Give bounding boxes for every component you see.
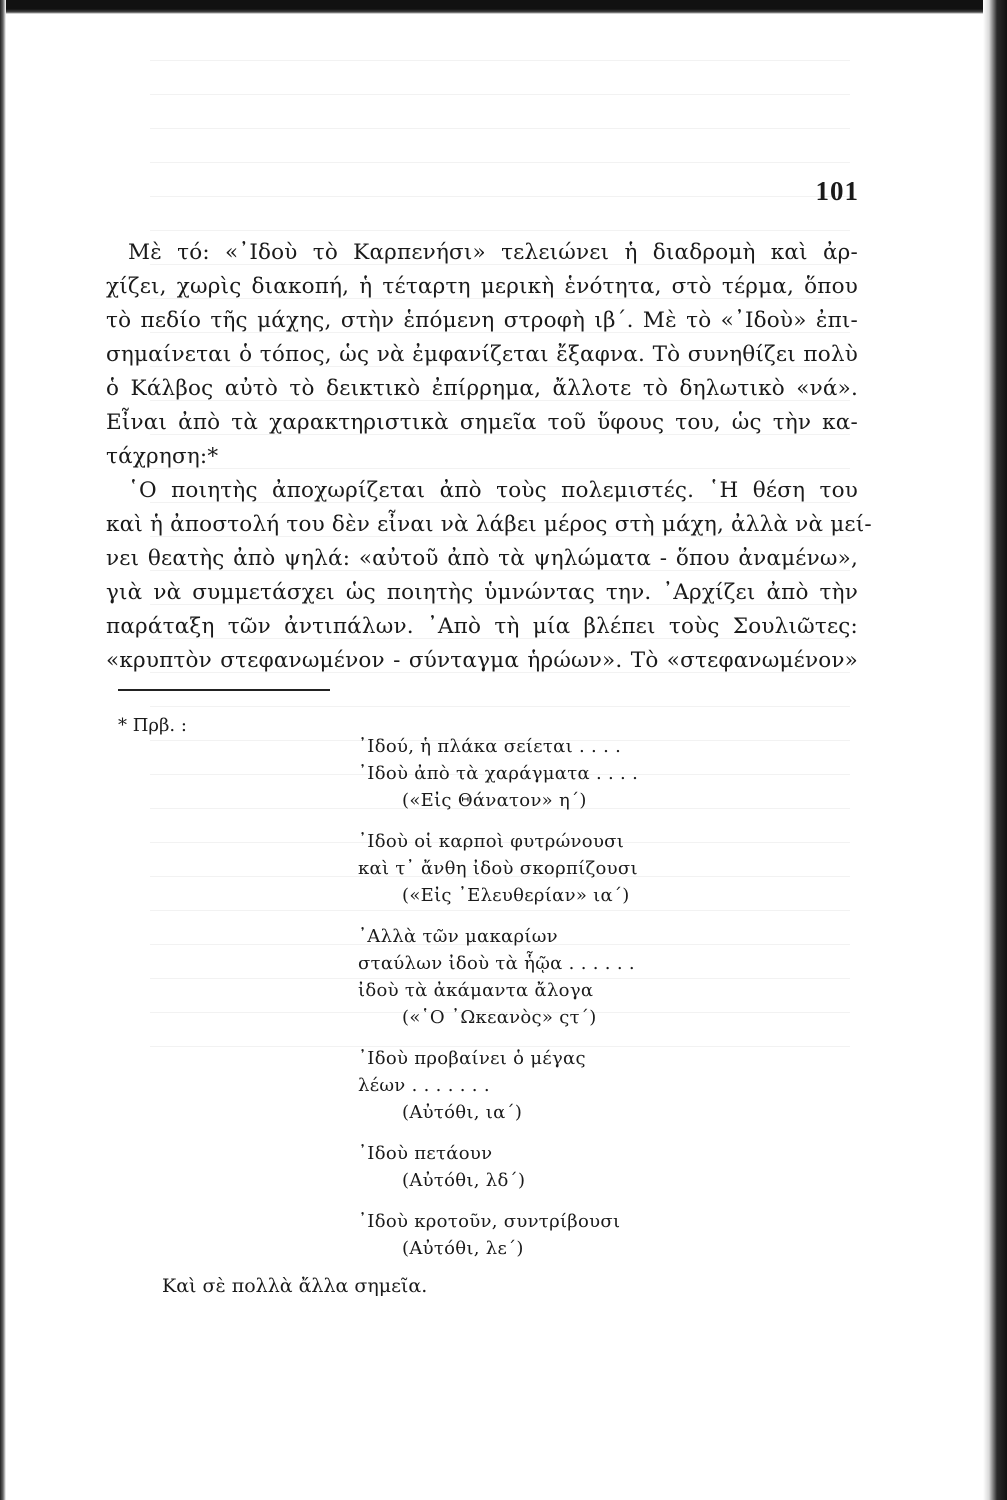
quote-line: σταύλων ἰδοὺ τὰ ἧῷα . . . . . . bbox=[358, 953, 635, 974]
quote-block bbox=[358, 923, 638, 1031]
main-text bbox=[106, 236, 872, 678]
quote-source: (Αὐτόθι, λε΄) bbox=[402, 1238, 524, 1259]
quote-source: (Αὐτόθι, ια΄) bbox=[402, 1102, 523, 1123]
footnote-quotes bbox=[358, 733, 638, 1276]
scan-left-edge bbox=[0, 0, 6, 1500]
paragraph-1 bbox=[106, 236, 858, 474]
text-line: Εἶναι ἀπὸ τὰ χαρακτηριστικὰ σημεῖα τοῦ ὕφους του, ὡς τὴν κα- bbox=[106, 410, 858, 435]
quote-source: («Εἰς Θάνατον» η΄) bbox=[402, 790, 587, 811]
quote-block bbox=[358, 1140, 638, 1194]
quote-line: ᾿Αλλὰ τῶν μακαρίων bbox=[358, 926, 558, 947]
text-line: Μὲ τό: «᾿Ιδοὺ τὸ Καρπενήσι» τελειώνει ἡ διαδρομὴ καὶ ἀρ- bbox=[128, 240, 858, 265]
text-line: γιὰ νὰ συμμετάσχει ὡς ποιητὴς ὑμνώντας την. ᾿Αρχίζει ἀπὸ τὴν bbox=[106, 580, 858, 605]
text-line: σημαίνεται ὁ τόπος, ὡς νὰ ἐμφανίζεται ἔξαφνα. Τὸ συνηθίζει πολὺ bbox=[106, 342, 858, 367]
quote-line: ᾿Ιδού, ἡ πλάκα σείεται . . . . bbox=[358, 736, 622, 757]
quote-block bbox=[358, 1208, 638, 1262]
quote-line: ᾿Ιδοὺ ἀπὸ τὰ χαράγματα . . . . bbox=[358, 763, 639, 784]
quote-line: ᾿Ιδοὺ πετάουν bbox=[358, 1143, 493, 1164]
text-line: παράταξη τῶν ἀντιπάλων. ᾿Απὸ τὴ μία βλέπει τοὺς Σουλιῶτες: bbox=[106, 614, 858, 639]
quote-line: ᾿Ιδοὺ οἱ καρποὶ φυτρώνουσι bbox=[358, 831, 625, 852]
quote-block bbox=[358, 828, 638, 909]
footnote-closing: Καὶ σὲ πολλὰ ἄλλα σημεῖα. bbox=[162, 1275, 428, 1297]
quote-line: λέων . . . . . . . bbox=[358, 1075, 490, 1096]
paragraph-2 bbox=[106, 474, 872, 678]
text-line: καὶ ἡ ἀποστολή του δὲν εἶναι νὰ λάβει μέρος στὴ μάχη, ἀλλὰ νὰ μεί- bbox=[106, 512, 872, 537]
text-line: τὸ πεδίο τῆς μάχης, στὴν ἑπόμενη στροφὴ ιβ΄. Μὲ τὸ «᾿Ιδοὺ» ἐπι- bbox=[106, 308, 858, 333]
quote-line: ᾿Ιδοὺ κροτοῦν, συντρίβουσι bbox=[358, 1211, 621, 1232]
quote-source: («῾Ο ᾿Ωκεανὸς» ςτ΄) bbox=[402, 1007, 597, 1028]
quote-block bbox=[358, 733, 638, 814]
quote-line: καὶ τ᾿ ἄνθη ἰδοὺ σκορπίζουσι bbox=[358, 858, 638, 879]
text-line: νει θεατὴς ἀπὸ ψηλά: «αὐτοῦ ἀπὸ τὰ ψηλώματα - ὅπου ἀναμένω», bbox=[106, 546, 858, 571]
quote-line: ᾿Ιδοὺ προβαίνει ὁ μέγας bbox=[358, 1048, 586, 1069]
page-number: 101 bbox=[815, 176, 859, 206]
scan-right-edge bbox=[983, 0, 1007, 1500]
footnote-label: * Πρβ. : bbox=[118, 715, 187, 736]
text-line: τάχρηση:* bbox=[106, 444, 219, 469]
quote-source: («Εἰς ᾿Ελευθερίαν» ια΄) bbox=[402, 885, 630, 906]
text-line: «κρυπτὸν στεφανωμένον - σύνταγμα ἡρώων». Τὸ «στεφανωμένον» bbox=[106, 648, 858, 673]
text-line: χίζει, χωρὶς διακοπή, ἡ τέταρτη μερικὴ ἑνότητα, στὸ τέρμα, ὅπου bbox=[106, 274, 858, 299]
footnote-divider bbox=[118, 689, 330, 691]
quote-block bbox=[358, 1045, 638, 1126]
scan-top-edge bbox=[0, 0, 1007, 14]
quote-line: ἰδοὺ τὰ ἀκάμαντα ἄλογα bbox=[358, 980, 594, 1001]
text-line: ὁ Κάλβος αὐτὸ τὸ δεικτικὸ ἐπίρρημα, ἄλλοτε τὸ δηλωτικὸ «νά». bbox=[106, 376, 858, 401]
quote-source: (Αὐτόθι, λδ΄) bbox=[402, 1170, 526, 1191]
text-line: ῾Ο ποιητὴς ἀποχωρίζεται ἀπὸ τοὺς πολεμιστές. ῾Η θέση του bbox=[128, 478, 858, 503]
